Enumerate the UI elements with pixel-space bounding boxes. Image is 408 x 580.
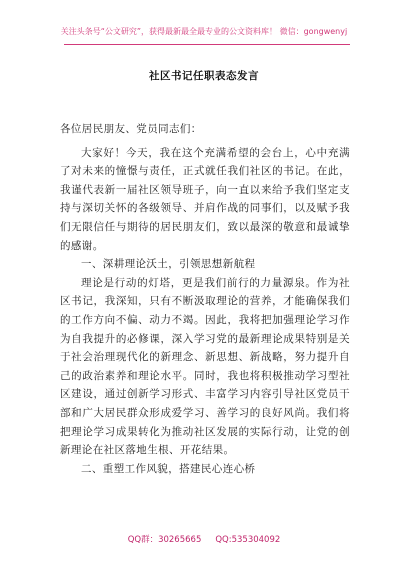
paragraph-opening: 大家好！今天，我在这个充满希望的会台上，心中充满了对未来的憧憬与责任，正式就任我们社区的书记。在此，我谨代表新一届社区领导班子，向一直以来给予我们坚定支持与深切关怀的各级领导、并肩作战的同事们，以及赋予我们无限信任与期待的居民朋友们，致以最深的敬意和最诚挚的感谢。 — [60, 146, 350, 252]
paragraph-theory: 理论是行动的灯塔，更是我们前行的力量源泉。作为社区书记，我深知，只有不断汲取理论的营养，才能确保我们的工作方向不偏、动力不竭。因此，我将把加强理论学习作为自我提升的必修课，深入学习党的最新理论成果特别是关于社会治理现代化的新理念、新思想、新战略，努力提升自己的政治素养和理论水平。同时，我也将积极推动学习型社区建设，通过创新学习形式、丰富学习内容引导社区党员干部和广大居民群众形成爱学习、善学习的良好风尚。我们将把理论学习成果转化为推动社区发展的实际行动，让党的创新理论在社区落地生根、开花结果。 — [60, 276, 350, 457]
footer-contact — [0, 533, 408, 545]
section-heading-1: 一、深耕理论沃土，引领思想新航程 — [81, 258, 256, 271]
header-divider — [64, 44, 350, 45]
document-title: 社区书记任职表态发言 — [149, 70, 259, 82]
qq-number: QQ:535304092 — [215, 535, 281, 545]
section-heading-2: 二、重塑工作风貌，搭建民心连心桥 — [81, 462, 256, 475]
document-body — [60, 120, 350, 478]
header-banner: 关注头条号“公文研究”，获得最新最全最专业的公文资料库！ 微信：gongwenyj — [60, 27, 348, 36]
salutation: 各位居民朋友、党员同志们： — [60, 123, 202, 135]
qq-group-number: QQ群：30265665 — [127, 535, 202, 545]
